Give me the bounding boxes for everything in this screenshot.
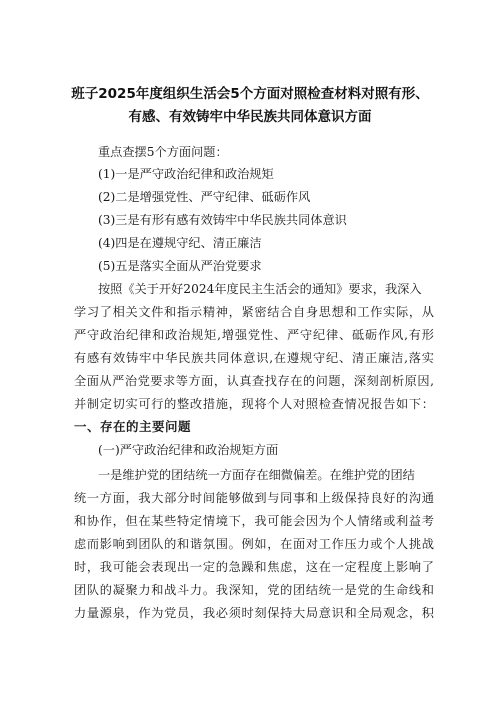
paragraph-1-line: 学习了相关文件和指示精神，紧密结合自身思想和工作实际，从 bbox=[74, 305, 434, 319]
issue-item-4: (4)四是在遵规守纪、清正廉洁 bbox=[98, 236, 262, 250]
paragraph-1-line: 严守政治纪律和政治规矩,增强党性、严守纪律、砥砺作风,有形 bbox=[74, 328, 434, 342]
paragraph-2-line: 力量源泉，作为党员，我必须时刻保持大局意识和全局观念，积 bbox=[74, 606, 434, 620]
paragraph-2-line: 团队的凝聚力和战斗力。我深知，党的团结统一是党的生命线和 bbox=[74, 583, 434, 597]
intro-label: 重点查摆5个方面问题： bbox=[98, 145, 228, 159]
paragraph-2-line: 统一方面，我大部分时间能够做到与同事和上级保持良好的沟通 bbox=[74, 491, 434, 505]
section-heading: 一、存在的主要问题 bbox=[74, 419, 192, 434]
issue-item-5: (5)五是落实全面从严治党要求 bbox=[98, 259, 262, 273]
subsection-heading: (一)严守政治纪律和政治规矩方面 bbox=[98, 443, 279, 457]
document-title-line-2: 有感、有效铸牢中华民族共同体意识方面 bbox=[128, 109, 372, 125]
paragraph-1-line: 并制定切实可行的整改措施，现将个人对照检查情况报告如下： bbox=[74, 397, 434, 411]
paragraph-1-line: 有感有效铸牢中华民族共同体意识,在遵规守纪、清正廉洁,落实 bbox=[74, 351, 434, 365]
issue-item-1: (1)一是严守政治纪律和政治规矩 bbox=[98, 167, 274, 181]
paragraph-1-line: 全面从严治党要求等方面，认真查找存在的问题，深刻剖析原因, bbox=[74, 374, 434, 388]
issue-item-3: (3)三是有形有感有效铸牢中华民族共同体意识 bbox=[98, 213, 347, 227]
paragraph-2-line: 虑而影响到团队的和谐氛围。例如，在面对工作压力或个人挑战 bbox=[74, 537, 434, 551]
paragraph-2-line: 和协作，但在某些特定情境下，我可能会因为个人情绪或利益考 bbox=[74, 514, 434, 528]
paragraph-2-line: 时，我可能会表现出一定的急躁和焦虑，这在一定程度上影响了 bbox=[74, 560, 434, 574]
document-title-line-1: 班子2025年度组织生活会5个方面对照检查材料对照有形、 bbox=[71, 86, 429, 102]
paragraph-2-line: 一是维护党的团结统一方面存在细微偏差。在维护党的团结 bbox=[98, 468, 415, 482]
issue-item-2: (2)二是增强党性、严守纪律、砥砺作风 bbox=[98, 190, 311, 204]
paragraph-1-line: 按照《关于开好2024年度民主生活会的通知》要求，我深入 bbox=[98, 282, 422, 296]
